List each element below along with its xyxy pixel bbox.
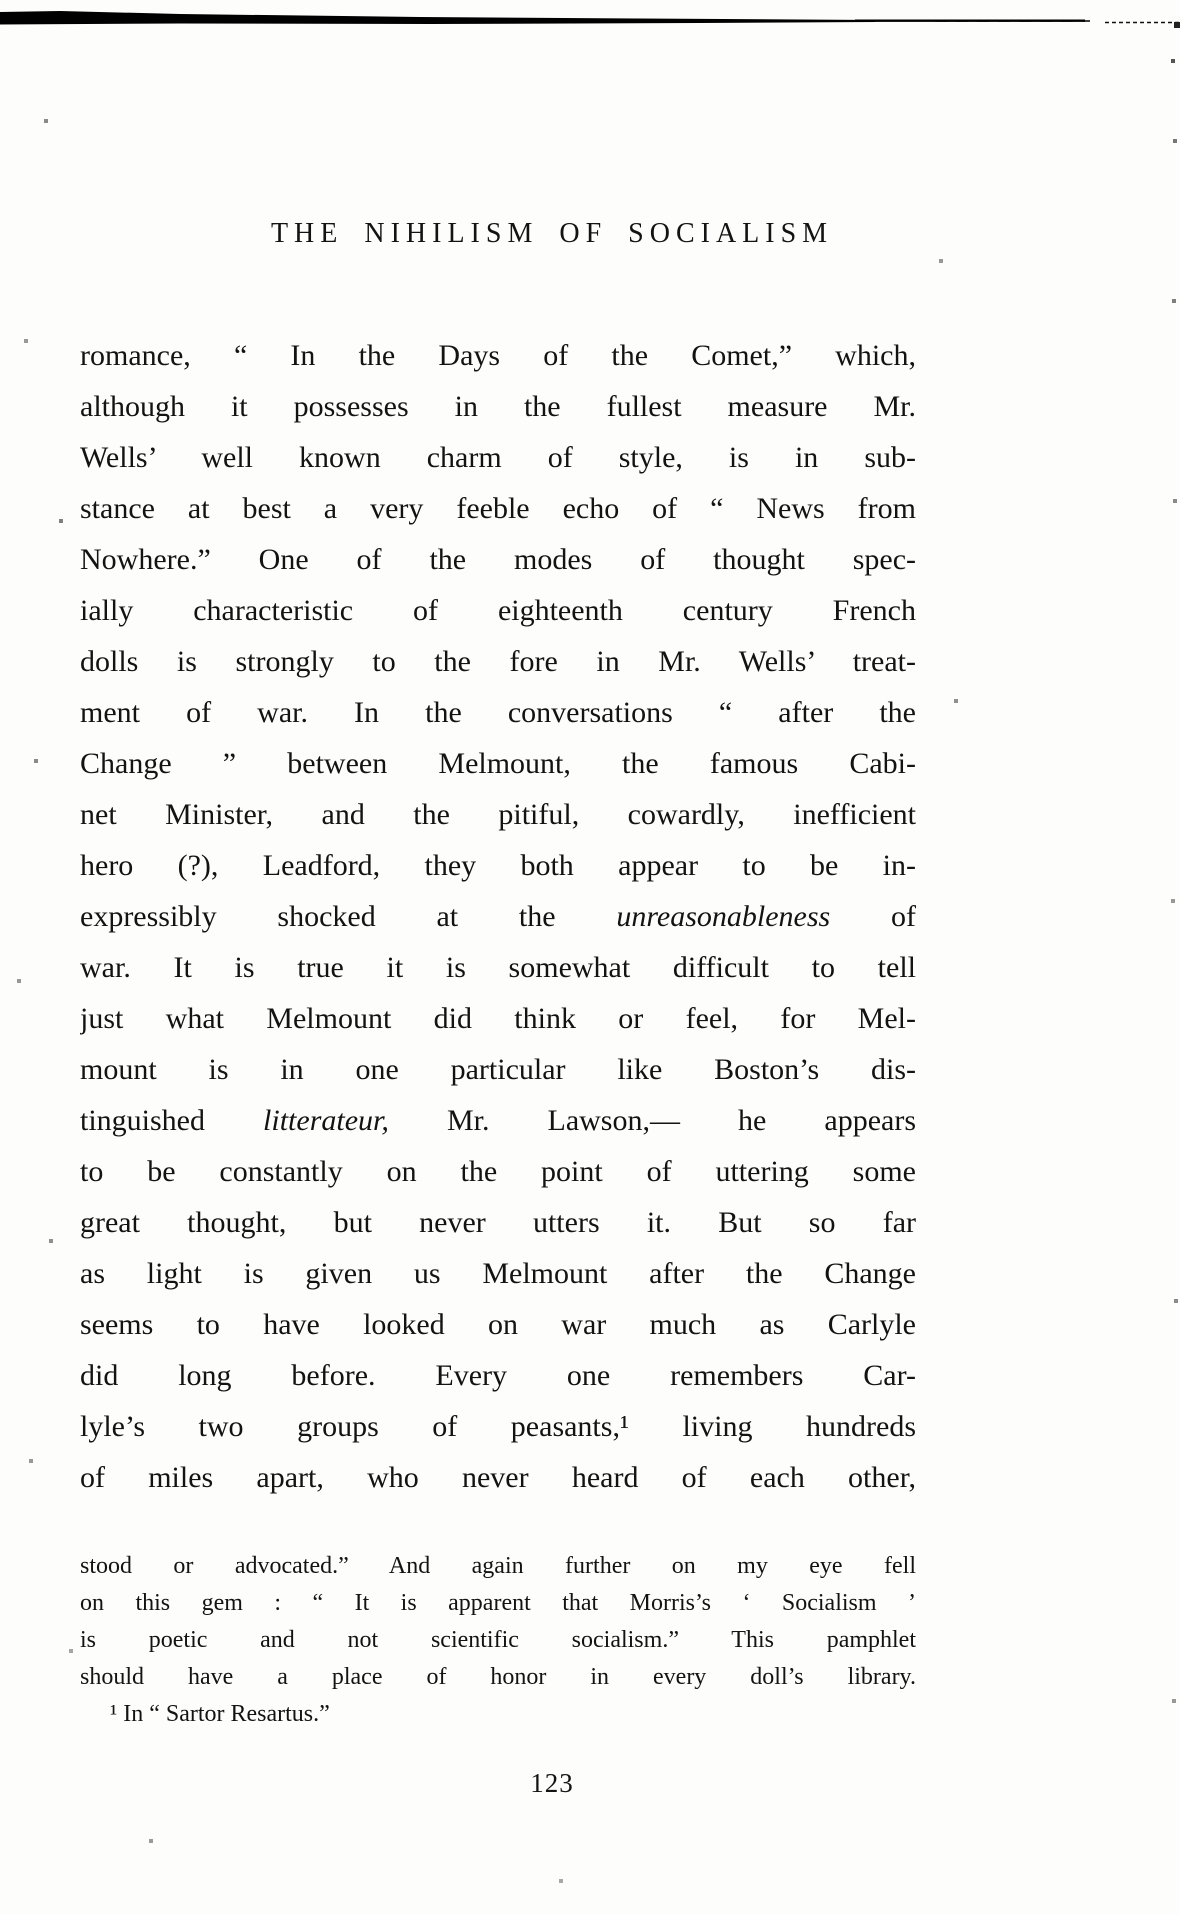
text-line: did long before. Every one remembers Car- bbox=[80, 1359, 916, 1392]
text-line: is poetic and not scientific socialism.” This pamphlet bbox=[80, 1627, 916, 1653]
text-line: stood or advocated.” And again further on my eye fell bbox=[80, 1553, 916, 1579]
text-line: dolls is strongly to the fore in Mr. Wells’ treat- bbox=[80, 645, 916, 678]
text-line: net Minister, and the pitiful, cowardly, inefficient bbox=[80, 798, 916, 831]
text-line: of miles apart, who never heard of each other, bbox=[80, 1461, 916, 1494]
scan-artifact-top bbox=[0, 8, 1180, 38]
text-line: to be constantly on the point of uttering some bbox=[80, 1155, 916, 1188]
text-line: should have a place of honor in every doll’s library. bbox=[80, 1664, 916, 1690]
text-line: lyle’s two groups of peasants,¹ living hundreds bbox=[80, 1410, 916, 1443]
text-line: stance at best a very feeble echo of “ News from bbox=[80, 492, 916, 525]
footnote-lines bbox=[80, 1548, 916, 1696]
text-line: Wells’ well known charm of style, is in sub- bbox=[80, 441, 916, 474]
text-line: romance, “ In the Days of the Comet,” which, bbox=[80, 339, 916, 372]
text-line: war. It is true it is somewhat difficult to tell bbox=[80, 951, 916, 984]
running-head: THE NIHILISM OF SOCIALISM bbox=[270, 218, 834, 249]
text-line: ment of war. In the conversations “ after the bbox=[80, 696, 916, 729]
text-line: Nowhere.” One of the modes of thought spec- bbox=[80, 543, 916, 576]
text-line: as light is given us Melmount after the Change bbox=[80, 1257, 916, 1290]
page-number: 123 bbox=[530, 1768, 574, 1798]
text-line: mount is in one particular like Boston’s dis- bbox=[80, 1053, 916, 1086]
text-line: expressibly shocked at the unreasonableness of bbox=[80, 900, 916, 933]
scan-noise bbox=[0, 0, 2, 2]
text-line: although it possesses in the fullest measure Mr. bbox=[80, 390, 916, 423]
text-line: just what Melmount did think or feel, for Mel- bbox=[80, 1002, 916, 1035]
text-line: seems to have looked on war much as Carlyle bbox=[80, 1308, 916, 1341]
text-line: ially characteristic of eighteenth century French bbox=[80, 594, 916, 627]
body-text bbox=[80, 330, 916, 1503]
footnote-reference: ¹ In “ Sartor Resartus.” bbox=[110, 1701, 330, 1727]
footnote-block bbox=[80, 1548, 916, 1733]
text-line: tinguished litterateur, Mr. Lawson,— he appears bbox=[80, 1104, 916, 1137]
text-line: hero (?), Leadford, they both appear to be in- bbox=[80, 849, 916, 882]
text-line: Change ” between Melmount, the famous Cabi- bbox=[80, 747, 916, 780]
text-line: great thought, but never utters it. But so far bbox=[80, 1206, 916, 1239]
text-line: on this gem : “ It is apparent that Morris’s ‘ Socialism ’ bbox=[80, 1590, 916, 1616]
